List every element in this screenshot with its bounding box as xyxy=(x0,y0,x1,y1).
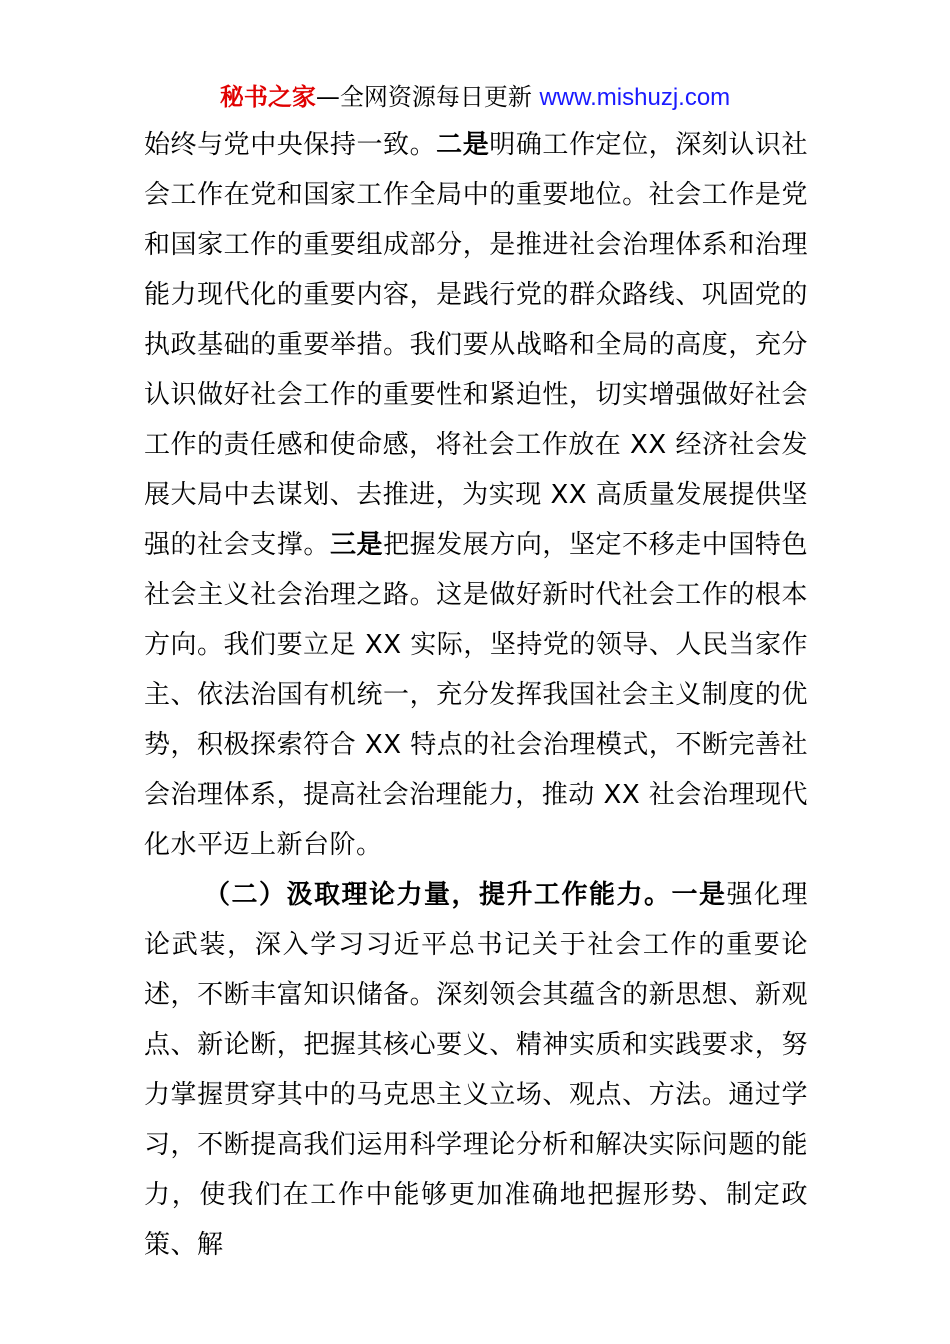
site-header xyxy=(0,80,950,114)
document-body xyxy=(144,120,808,1270)
paragraph-1 xyxy=(144,120,808,870)
site-url-link[interactable]: www.mishuzj.com xyxy=(539,84,731,111)
bold-run: 二是 xyxy=(436,130,490,160)
site-brand: 秘书之家 xyxy=(219,83,316,111)
section-heading: （二）汲取理论力量，提升工作能力。 xyxy=(204,880,672,910)
text-run: 把握发展方向，坚定不移走中国特色社会主义社会治理之路。这是做好新时代社会工作的根本方向。我们要立足 XX 实际，坚持党的领导、人民当家作主、依法治国有机统一，充分发挥我国社会主义制度的优势，积极探索符合 XX 特点的社会治理模式，不断完善社会治理体系，提高社会治理能力，推动 XX 社会治理现代化水平迈上新台阶。 xyxy=(144,530,808,860)
paragraph-2 xyxy=(144,870,808,1270)
text-run: 明确工作定位，深刻认识社会工作在党和国家工作全局中的重要地位。社会工作是党和国家工作的重要组成部分，是推进社会治理体系和治理能力现代化的重要内容，是践行党的群众路线、巩固党的执政基础的重要举措。我们要从战略和全局的高度，充分认识做好社会工作的重要性和紧迫性，切实增强做好社会工作的责任感和使命感，将社会工作放在 XX 经济社会发展大局中去谋划、去推进，为实现 XX 高质量发展提供坚强的社会支撑。 xyxy=(144,130,808,560)
bold-run: 一是 xyxy=(671,880,727,910)
bold-run: 三是 xyxy=(329,530,384,560)
site-tagline: —全网资源每日更新 xyxy=(315,83,540,111)
text-run: 强化理论武装，深入学习习近平总书记关于社会工作的重要论述，不断丰富知识储备。深刻领会其蕴含的新思想、新观点、新论断，把握其核心要义、精神实质和实践要求，努力掌握贯穿其中的马克思主义立场、观点、方法。通过学习，不断提高我们运用科学理论分析和解决实际问题的能力，使我们在工作中能够更加准确地把握形势、制定政策、解 xyxy=(144,880,808,1260)
text-run: 始终与党中央保持一致。 xyxy=(144,130,437,160)
